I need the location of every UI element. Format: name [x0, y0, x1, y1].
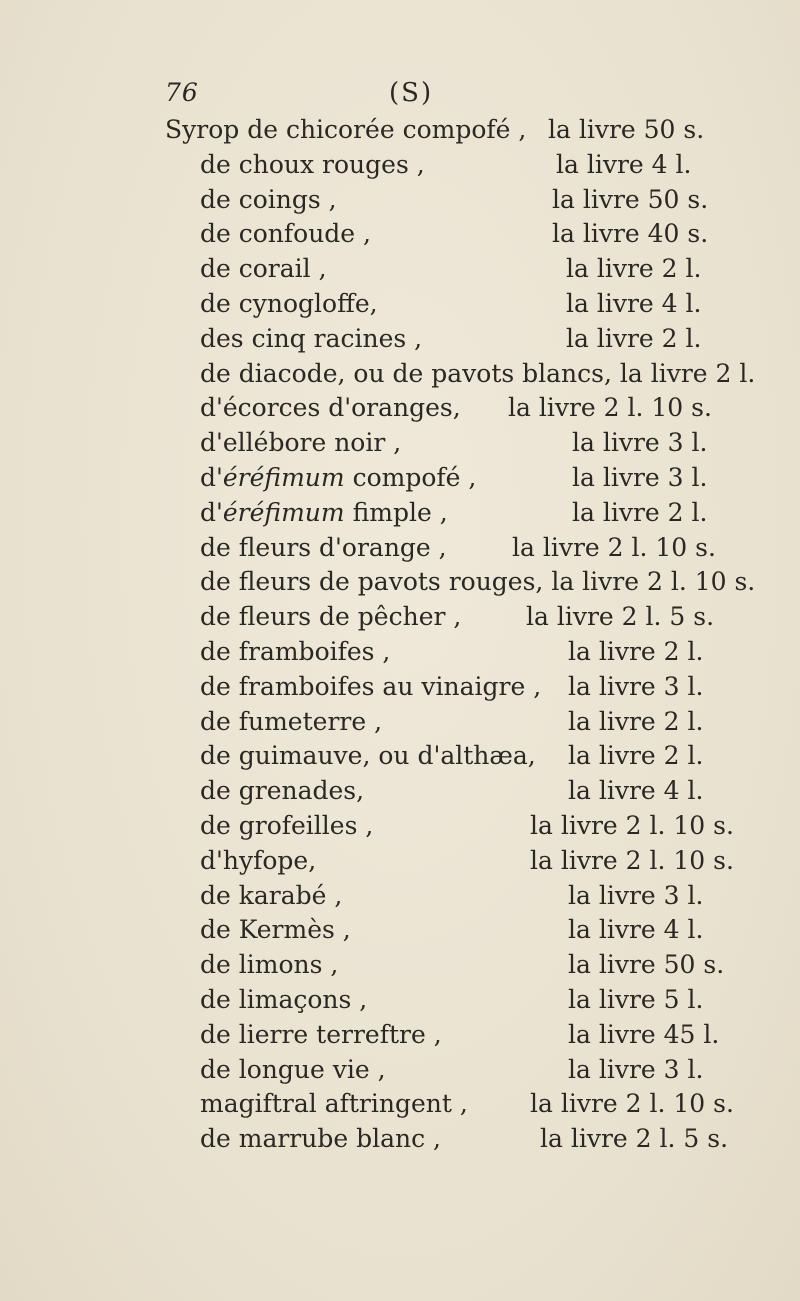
entry-row — [0, 1086, 800, 1122]
entry-name: de choux rouges , — [200, 149, 425, 179]
entry-name-italic: éréfimum — [222, 463, 345, 492]
entry-row — [0, 390, 800, 426]
entry-price: la livre 2 l. 10 s. — [508, 393, 712, 423]
entry-price: la livre 2 l. — [568, 741, 704, 771]
entry-name: de cynogloffe, — [200, 289, 378, 318]
entry-price: la livre 50 s. — [568, 950, 725, 980]
entry-price: la livre 2 l. — [566, 254, 702, 284]
entry-name: de karabé , — [200, 880, 343, 910]
entry-name: de guimauve, ou d'althæa, — [200, 741, 536, 771]
entry-price: la livre 5 l. — [568, 985, 704, 1014]
entry-price: la livre 2 l. — [566, 323, 702, 353]
entry-row — [0, 669, 800, 705]
entry-price: la livre 50 s. — [552, 184, 709, 214]
entry-name: Syrop de chicorée compofé , — [165, 115, 527, 144]
entry-row — [0, 878, 800, 914]
entry-name-italic: éréfimum — [222, 497, 345, 527]
entry-name: des cinq racines , — [200, 323, 423, 353]
entry-price: la livre 2 l. 5 s. — [540, 1124, 729, 1154]
entry-price: la livre 2 l. — [568, 706, 704, 736]
entry-row — [0, 982, 800, 1018]
entry-row — [0, 634, 800, 670]
entry-price: la livre 3 l. — [572, 428, 708, 458]
entry-name: d'écorces d'oranges, — [200, 393, 461, 423]
entry-row — [0, 599, 800, 635]
entry-row — [0, 182, 800, 218]
entry-text: de fleurs de pavots rouges, la livre 2 l. 10 s. — [200, 567, 756, 597]
entry-price: la livre 3 l. — [568, 880, 704, 910]
entry-name: de fleurs de pêcher , — [200, 602, 462, 632]
entry-name: de longue vie , — [200, 1054, 386, 1084]
entry-name: de coings , — [200, 184, 337, 214]
entry-name-suffix: fimple , — [344, 497, 448, 527]
entry-name: d'hyfope, — [200, 845, 317, 875]
entry-row — [0, 425, 800, 461]
entry-name: de corail , — [200, 254, 327, 284]
entry-name: d'ellébore noir , — [200, 428, 402, 458]
entry-name-suffix: compofé , — [344, 463, 477, 492]
entry-name — [200, 495, 448, 531]
entry-price: la livre 2 l. 10 s. — [512, 532, 716, 562]
entry-price: la livre 2 l. — [572, 497, 708, 527]
entry-row — [0, 216, 800, 252]
entry-row — [0, 564, 800, 600]
entry-row — [0, 321, 800, 357]
entry-row — [0, 356, 800, 392]
entry-row — [0, 1052, 800, 1088]
entry-price: la livre 45 l. — [568, 1019, 720, 1049]
entry-price: la livre 2 l. 10 s. — [530, 1089, 734, 1119]
entry-row — [0, 738, 800, 774]
entry-name: de lierre terreftre , — [200, 1019, 442, 1049]
entry-row — [0, 704, 800, 740]
entry-row — [0, 773, 800, 809]
entry-price: la livre 4 l. — [568, 915, 704, 945]
entry-name: de Kermès , — [200, 915, 351, 945]
entry-price: la livre 4 l. — [556, 149, 692, 179]
entry-name: de limons , — [200, 950, 339, 980]
entry-name: de fleurs d'orange , — [200, 532, 447, 562]
entry-row — [0, 460, 800, 496]
entry-row — [0, 286, 800, 322]
entry-row — [0, 112, 800, 148]
entry-price: la livre 2 l. 5 s. — [526, 602, 715, 632]
entry-row — [0, 251, 800, 287]
entry-name: de framboifes , — [200, 637, 391, 666]
entry-price: la livre 4 l. — [566, 289, 702, 318]
entry-row — [0, 1017, 800, 1053]
entry-name-prefix: d' — [200, 463, 223, 492]
entry-row — [0, 912, 800, 948]
entry-row — [0, 947, 800, 983]
entry-name: de grofeilles , — [200, 811, 374, 840]
entry-row — [0, 495, 800, 531]
entry-row — [0, 843, 800, 879]
entry-name: de confoude , — [200, 219, 371, 249]
entry-row — [0, 530, 800, 566]
entry-name: de framboifes au vinaigre , — [200, 671, 542, 701]
entry-price: la livre 3 l. — [572, 463, 708, 492]
page-number: 76 — [165, 78, 199, 107]
entry-price: la livre 3 l. — [568, 1054, 704, 1084]
entry-price: la livre 2 l. — [568, 637, 704, 666]
entry-price: la livre 4 l. — [568, 776, 704, 806]
entry-row — [0, 1121, 800, 1157]
signature-mark: (S) — [389, 78, 434, 108]
entry-name: de fumeterre , — [200, 706, 383, 736]
entry-price: la livre 40 s. — [552, 219, 709, 249]
entry-row — [0, 808, 800, 844]
entry-price: la livre 2 l. 10 s. — [530, 811, 734, 840]
entry-name: magiftral aftringent , — [200, 1089, 468, 1119]
entry-row — [0, 147, 800, 183]
entry-price: la livre 50 s. — [548, 115, 705, 144]
entry-price: la livre 3 l. — [568, 671, 704, 701]
entry-name: de limaçons , — [200, 985, 368, 1014]
entry-name: de marrube blanc , — [200, 1124, 442, 1154]
entry-name: de grenades, — [200, 776, 365, 806]
entry-price: la livre 2 l. 10 s. — [530, 845, 734, 875]
entry-name-prefix: d' — [200, 497, 223, 527]
entry-text: de diacode, ou de pavots blancs, la livre 2 l. — [200, 358, 756, 388]
entry-name — [200, 460, 476, 496]
